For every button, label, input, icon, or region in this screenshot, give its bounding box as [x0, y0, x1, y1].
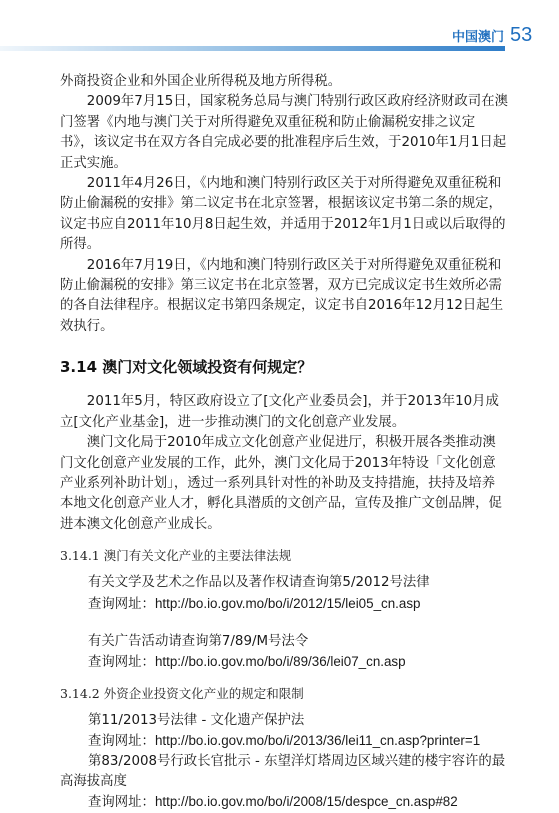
law-link-advertising[interactable]: 查询网址：http://bo.io.gov.mo/bo/i/89/36/lei07_cn.asp: [88, 654, 406, 670]
header-gradient-bar: [0, 46, 505, 51]
paragraph-cultural-committee: 2011年5月，特区政府设立了[文化产业委员会]，并于2013年10月成立[文化产业基金]，进一步推动澳门的文化创意产业发展。: [60, 394, 499, 430]
subsection-heading-3-14-2: 3.14.2 外资企业投资文化产业的规定和限制: [60, 685, 304, 701]
section-heading-3-14: 3.14 澳门对文化领域投资有何规定？: [60, 358, 313, 377]
header-section-title: 中国澳门: [451, 30, 504, 45]
law-item-advertising: 有关广告活动请查询第7/89/M号法令: [88, 633, 309, 649]
subsection-heading-3-14-1: 3.14.1 澳门有关文化产业的主要法律法规: [60, 548, 292, 564]
law-link-heritage[interactable]: 查询网址：http://bo.io.gov.mo/bo/i/2013/36/lei11_cn.asp?printer=1: [88, 733, 481, 749]
law-link-copyright[interactable]: 查询网址：http://bo.io.gov.mo/bo/i/2012/15/lei05_cn.asp: [88, 595, 421, 611]
paragraph-2011-protocol: 2011年4月26日，《内地和澳门特别行政区关于对所得避免双重征税和防止偷漏税的安排》第二议定书在北京签署，根据该议定书第二条的规定，议定书应自2011年10月8日起生效，并适用于2012年1月1日或以后取得的所得。: [60, 176, 506, 253]
paragraph-carryover: 外商投资企业和外国企业所得税及地方所得税。: [60, 74, 342, 89]
law-item-heritage: 第11/2013号法律 - 文化遗产保护法: [88, 712, 305, 728]
paragraph-2016-protocol: 2016年7月19日，《内地和澳门特别行政区关于对所得避免双重征税和防止偷漏税的安排》第三议定书在北京签署，双方已完成议定书生效所必需的各自法律程序。根据议定书第四条规定，议定书自2016年12月12日起生效执行。: [60, 257, 504, 334]
paragraph-2009-protocol: 2009年7月15日，国家税务总局与澳门特别行政区政府经济财政司在澳门签署《内地与澳门关于对所得避免双重征税和防止偷漏税安排之议定书》，该议定书在双方各自完成必要的批准程序后生效，于2010年1月1日起正式实施。: [60, 94, 508, 171]
law-item-lighthouse: 第83/2008号行政长官批示 - 东望洋灯塔周边区域兴建的楼宇容许的最高海拔高度: [60, 753, 506, 789]
paragraph-cultural-bureau: 澳门文化局于2010年成立文化创意产业促进厅，积极开展各类推动澳门文化创意产业发展的工作，此外，澳门文化局于2013年特设「文化创意产业系列补助计划」，透过一系列具针对性的补助及支持措施，扶持及培养本地文化创意产业人才，孵化具潜质的文创产品，宣传及推广文创品牌，促进本澳文化创意产业成长。: [60, 435, 502, 532]
spacer: [60, 614, 508, 632]
law-link-lighthouse[interactable]: 查询网址：http://bo.io.gov.mo/bo/i/2008/15/despce_cn.asp#82: [88, 794, 458, 810]
page-content: [60, 72, 508, 813]
page-number: 53: [510, 24, 533, 46]
law-item-copyright: 有关文学及艺术之作品以及著作权请查询第5/2012号法律: [88, 575, 430, 591]
